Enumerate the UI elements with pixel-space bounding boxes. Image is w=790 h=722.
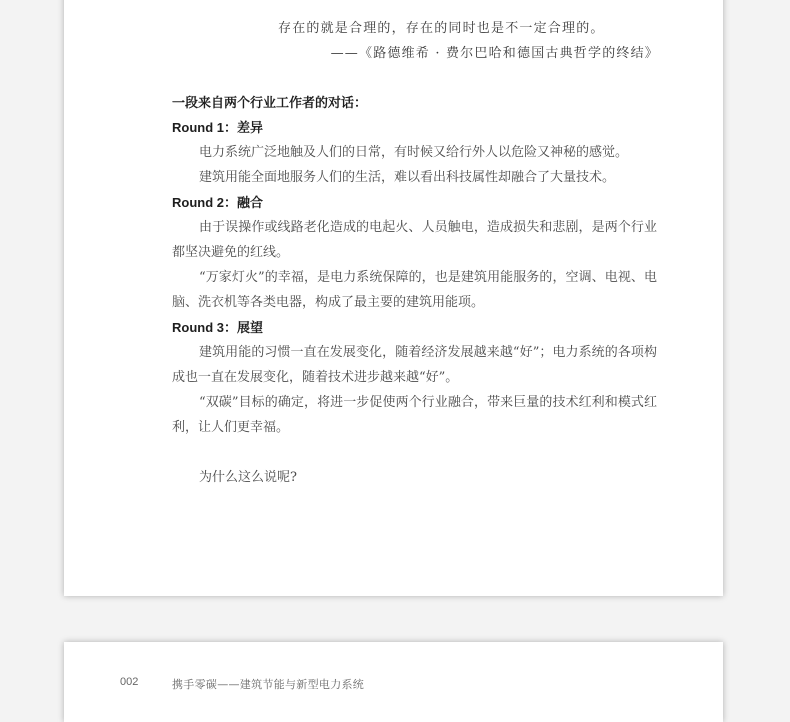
next-book-page	[64, 642, 723, 722]
page-number: 002	[120, 676, 139, 688]
dialogue-section	[172, 90, 657, 490]
round-2-paragraph-2: “万家灯火”的幸福，是电力系统保障的，也是建筑用能服务的，空调、电视、电脑、洗衣机等各类电器，构成了最主要的建筑用能项。	[172, 270, 657, 310]
paragraph-spacer	[172, 440, 657, 465]
round-2-paragraph-1: 由于误操作或线路老化造成的电起火、人员触电，造成损失和悲剧，是两个行业都坚决避免的红线。	[172, 220, 657, 260]
epigraph-quote: 存在的就是合理的，存在的同时也是不一定合理的。	[278, 21, 605, 36]
running-title: 携手零碳——建筑节能与新型电力系统	[172, 678, 365, 691]
round-3-paragraph-2: “双碳”目标的确定，将进一步促使两个行业融合，带来巨量的技术红利和模式红利，让人们更幸福。	[172, 395, 657, 435]
round-1-paragraph-2: 建筑用能全面地服务人们的生活，难以看出科技属性却融合了大量技术。	[199, 170, 616, 185]
epigraph-source: ——《路德维希 · 费尔巴哈和德国古典哲学的终结》	[330, 46, 659, 61]
closing-question: 为什么这么说呢?	[199, 470, 297, 485]
dialogue-intro: 一段来自两个行业工作者的对话：	[172, 95, 368, 110]
round-2-heading: Round 2：融合	[172, 195, 263, 210]
round-1-heading: Round 1：差异	[172, 120, 263, 135]
book-page	[64, 0, 723, 596]
round-3-heading: Round 3：展望	[172, 320, 263, 335]
round-3-paragraph-1: 建筑用能的习惯一直在发展变化，随着经济发展越来越“好”；电力系统的各项构成也一直在发展变化，随着技术进步越来越“好”。	[172, 345, 657, 385]
round-1-paragraph-1: 电力系统广泛地触及人们的日常，有时候又给行外人以危险又神秘的感觉。	[199, 145, 629, 160]
